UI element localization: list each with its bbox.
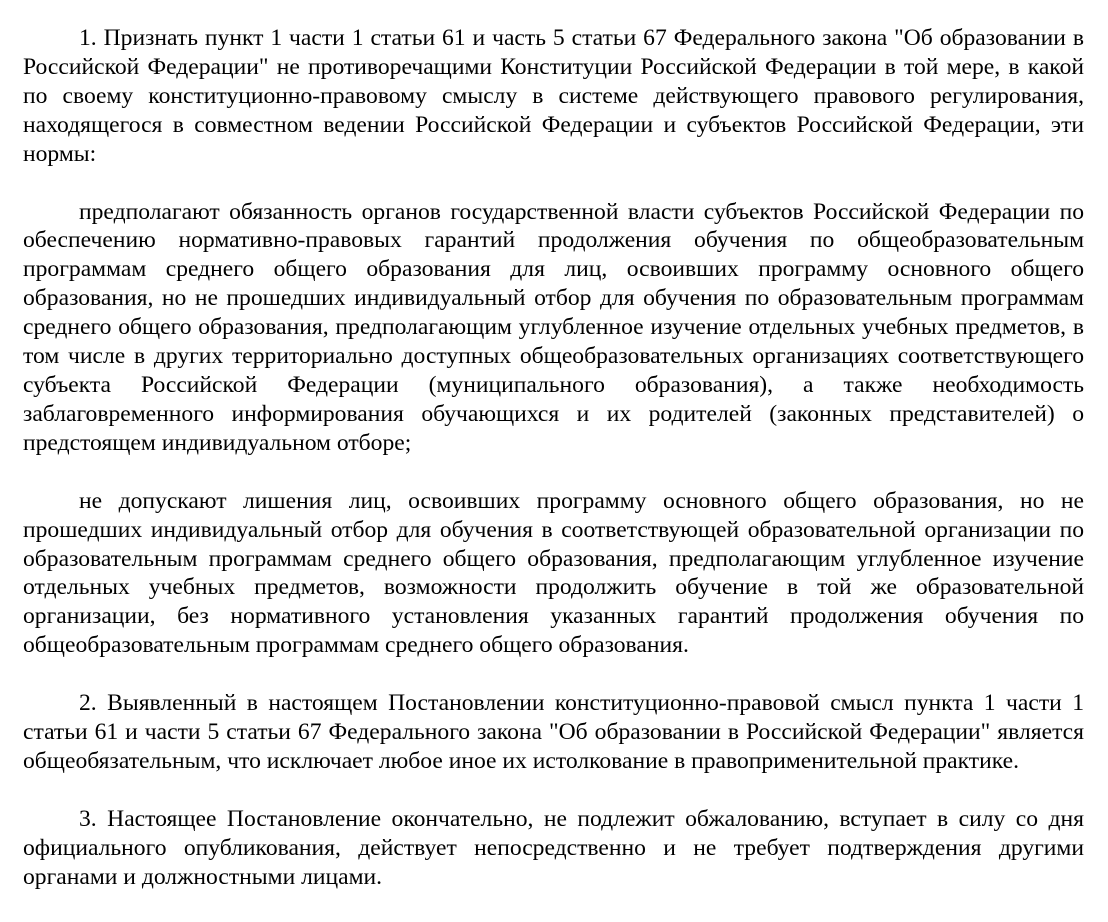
paragraph-subitem-a: предполагают обязанность органов государственной власти субъектов Российской Федерации по обеспечению нормативно-правовых гарантий продолжения обучения по общеобразовательным программам среднего общего образования для лиц, освоивших программу основного общего образования, но не прошедших индивидуальный отбор для обучения по образовательным программам среднего общего образования, предполагающим углубленное изучение отдельных учебных предметов, в том числе в других территориально доступных общеобразовательных организациях соответствующего субъекта Российской Федерации (муниципального образования), а также необходимость заблаговременного информирования обучающихся и их родителей (законных представителей) о предстоящем индивидуальном отборе;	[23, 198, 1084, 456]
paragraph-item-1: 1. Признать пункт 1 части 1 статьи 61 и часть 5 статьи 67 Федерального закона "Об образовании в Российской Федерации" не противоречащими Конституции Российской Федерации в той мере, в какой по своему конституционно-правовому смыслу в системе действующего правового регулирования, находящегося в совместном ведении Российской Федерации и субъектов Российской Федерации, эти нормы:	[23, 25, 1084, 167]
paragraph-subitem-b: не допускают лишения лиц, освоивших программу основного общего образования, но не прошедших индивидуальный отбор для обучения в соответствующей образовательной организации по образовательным программам среднего общего образования, предполагающим углубленное изучение отдельных учебных предметов, возможности продолжить обучение в той же образовательной организации, без нормативного установления указанных гарантий продолжения обучения по общеобразовательным программам среднего общего образования.	[23, 487, 1084, 659]
paragraph-item-2: 2. Выявленный в настоящем Постановлении конституционно-правовой смысл пункта 1 части 1 статьи 61 и части 5 статьи 67 Федерального закона "Об образовании в Российской Федерации" является общеобязательным, что исключает любое иное их истолкование в правоприменительной практике.	[23, 690, 1084, 774]
document-body	[23, 24, 1084, 892]
paragraph-item-3: 3. Настоящее Постановление окончательно, не подлежит обжалованию, вступает в силу со дня официального опубликования, действует непосредственно и не требует подтверждения другими органами и должностными лицами.	[23, 805, 1084, 890]
